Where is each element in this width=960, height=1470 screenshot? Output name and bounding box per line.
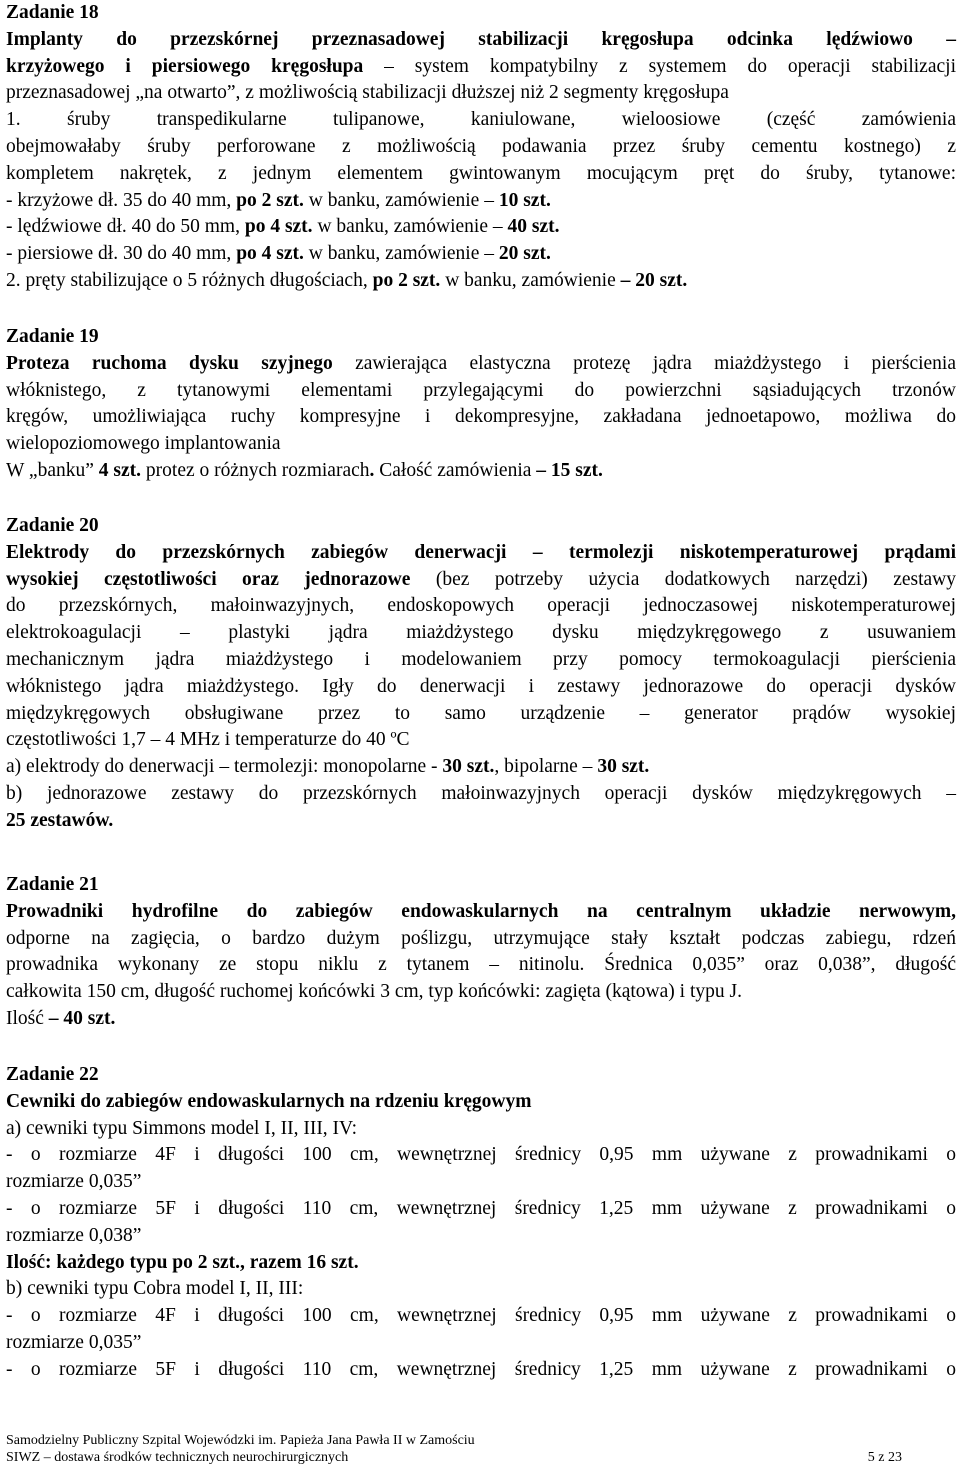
- section-zadanie-18: [6, 0, 956, 295]
- text-line: rozmiarze 0,035”: [6, 1331, 142, 1353]
- list-item: - krzyżowe dł. 35 do 40 mm, po 2 szt. w banku, zamówienie – 10 szt.: [6, 189, 551, 211]
- text-line: a) cewniki typu Simmons model I, II, III, IV:: [6, 1117, 358, 1139]
- text-line: częstotliwości 1,7 – 4 MHz i temperaturze do 40 ºC: [6, 729, 410, 751]
- section-heading: Zadanie 19: [6, 326, 99, 347]
- text-line: włóknistego jądra miażdżystego. Igły do denerwacji i zestawy jednorazowe do operacji dysków: [6, 675, 956, 697]
- section-heading: Zadanie 22: [6, 1064, 99, 1085]
- text-line: wielopoziomowego implantowania: [6, 433, 281, 455]
- text-line: Prowadniki hydrofilne do zabiegów endowaskularnych na centralnym układzie nerwowym,: [6, 900, 956, 922]
- text-line: Ilość – 40 szt.: [6, 1007, 116, 1029]
- list-item: 2. pręty stabilizujące o 5 różnych długościach, po 2 szt. w banku, zamówienie – 20 szt.: [6, 269, 688, 291]
- text-line: Elektrody do przezskórnych zabiegów denerwacji – termolezji niskotemperaturowej prądami: [6, 541, 956, 563]
- text-line: b) cewniki typu Cobra model I, II, III:: [6, 1278, 304, 1300]
- footer-title: SIWZ – dostawa środków technicznych neurochirurgicznych: [6, 1450, 349, 1465]
- list-item: - lędźwiowe dł. 40 do 50 mm, po 4 szt. w banku, zamówienie – 40 szt.: [6, 216, 560, 238]
- text-line: obejmowałaby śruby perforowane z możliwością podawania przez śruby cementu kostnego) z: [6, 135, 956, 157]
- text-line: międzykręgowych obsługiwane przez to samo urządzenie – generator prądów wysokiej: [6, 702, 956, 724]
- list-item: - o rozmiarze 5F i długości 110 cm, wewnętrznej średnicy 1,25 mm używane z prowadnikami o: [6, 1197, 956, 1219]
- section-zadanie-20: [6, 513, 956, 835]
- footer-institution: Samodzielny Publiczny Szpital Wojewódzki im. Papieża Jana Pawła II w Zamościu: [6, 1433, 475, 1448]
- section-zadanie-21: [6, 872, 956, 1033]
- section-heading: Zadanie 20: [6, 515, 99, 536]
- list-item: - o rozmiarze 4F i długości 100 cm, wewnętrznej średnicy 0,95 mm używane z prowadnikami o: [6, 1305, 956, 1327]
- text-line: kompletem nakrętek, z jednym elementem gwintowanym mocującym pręt do śruby, tytanowe:: [6, 162, 956, 184]
- section-zadanie-19: [6, 324, 956, 485]
- text-line: mechanicznym jądra miażdżystego i modelowaniem przy pomocy termokoagulacji pierścienia: [6, 648, 956, 670]
- list-item: - piersiowe dł. 30 do 40 mm, po 4 szt. w banku, zamówienie – 20 szt.: [6, 243, 551, 265]
- text-line: Implanty do przezskórnej przeznasadowej stabilizacji kręgosłupa odcinka lędźwiowo –: [6, 28, 956, 50]
- text-line: W „banku” 4 szt. protez o różnych rozmiarach. Całość zamówienia – 15 szt.: [6, 459, 603, 481]
- text-line: Cewniki do zabiegów endowaskularnych na rdzeniu kręgowym: [6, 1090, 532, 1112]
- text-line: prowadnika wykonany ze stopu niklu z tytanem – nitinolu. Średnica 0,035” oraz 0,038”, długość: [6, 954, 956, 976]
- text-line: elektrokoagulacji – plastyki jądra miażdżystego dysku międzykręgowego z usuwaniem: [6, 622, 956, 644]
- text-line: przeznasadowej „na otwarto”, z możliwością stabilizacji dłuższej niż 2 segmenty kręgosłupa: [6, 82, 729, 104]
- text-line: 25 zestawów.: [6, 809, 114, 831]
- text-line: do przezskórnych, małoinwazyjnych, endoskopowych operacji jednoczasowej niskotemperaturowej: [6, 595, 956, 617]
- text-line: kręgów, umożliwiająca ruchy kompresyjne i dekompresyjne, zakładana jednoetapowo, możliwa do: [6, 406, 956, 428]
- text-line: rozmiarze 0,038”: [6, 1224, 142, 1246]
- footer-document: [6, 1449, 902, 1466]
- section-heading: Zadanie 18: [6, 2, 99, 23]
- list-item: a) elektrody do denerwacji – termolezji: monopolarne - 30 szt., bipolarne – 30 szt.: [6, 756, 650, 778]
- text-line: włóknistego, z tytanowymi elementami przylegającymi do powierzchni sąsiadujących trzonów: [6, 379, 956, 401]
- text-line: krzyżowego i piersiowego kręgosłupa – system kompatybilny z systemem do operacji stabilizacji: [6, 55, 956, 77]
- text-line: 1. śruby transpedikularne tulipanowe, kaniulowane, wieloosiowe (część zamówienia: [6, 109, 956, 131]
- text-line: rozmiarze 0,035”: [6, 1171, 142, 1193]
- text-line: Proteza ruchoma dysku szyjnego zawierająca elastyczna protezę jądra miażdżystego i pierścienia: [6, 352, 956, 374]
- list-item: - o rozmiarze 4F i długości 100 cm, wewnętrznej średnicy 0,95 mm używane z prowadnikami o: [6, 1144, 956, 1166]
- list-item: - o rozmiarze 5F i długości 110 cm, wewnętrznej średnicy 1,25 mm używane z prowadnikami o: [6, 1358, 956, 1380]
- page-number: 5 z 23: [867, 1450, 902, 1465]
- page-footer: [6, 1432, 902, 1466]
- text-line: odporne na zagięcia, o bardzo dużym poślizgu, utrzymujące stały kształt podczas zabiegu, rdzeń: [6, 927, 956, 949]
- section-heading: Zadanie 21: [6, 874, 99, 895]
- text-line: wysokiej częstotliwości oraz jednorazowe (bez potrzeby użycia dodatkowych narzędzi) zestawy: [6, 568, 956, 590]
- text-line: całkowita 150 cm, długość ruchomej końcówki 3 cm, typ końcówki: zagięta (kątowa) i typu J.: [6, 981, 742, 1003]
- section-zadanie-22: [6, 1062, 956, 1384]
- list-item: b) jednorazowe zestawy do przezskórnych małoinwazyjnych operacji dysków międzykręgowych –: [6, 782, 956, 804]
- text-line: Ilość: każdego typu po 2 szt., razem 16 szt.: [6, 1251, 359, 1273]
